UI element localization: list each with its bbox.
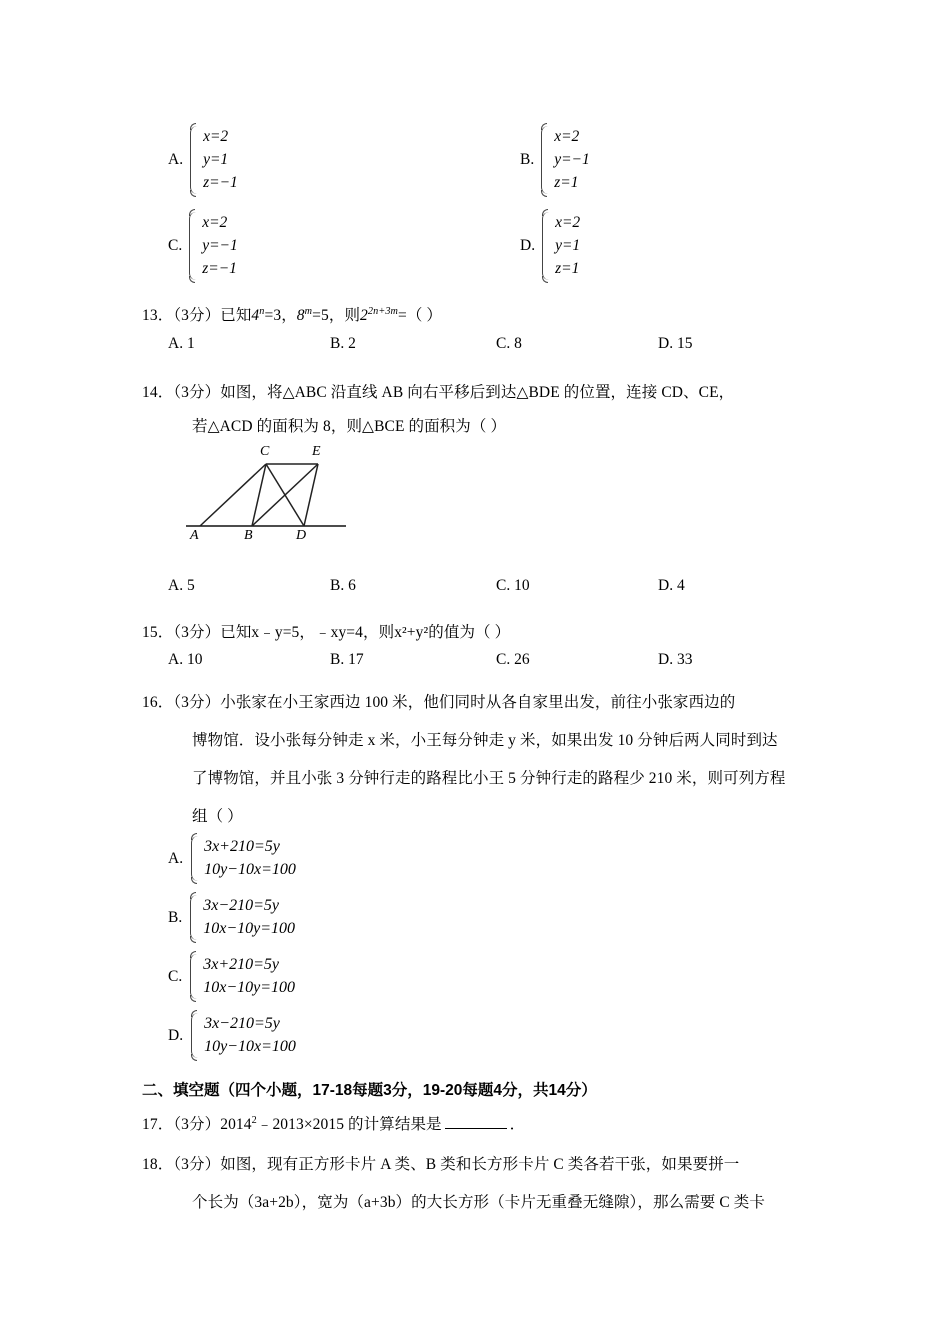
q14-option-d[interactable] xyxy=(658,578,685,594)
q13-option-b[interactable] xyxy=(330,336,356,352)
q13-exp3: 2n+3m xyxy=(367,305,399,317)
q13-tail: =（ ） xyxy=(398,307,443,324)
equation-list xyxy=(204,1013,296,1058)
q13-then: 则 xyxy=(344,307,361,324)
q12-option-d[interactable] xyxy=(520,212,580,280)
equation-list xyxy=(203,895,295,940)
equation-list xyxy=(202,212,238,280)
option-value: 33 xyxy=(676,651,693,668)
q13-eq1: =3， xyxy=(264,307,297,324)
q17-number: 17． xyxy=(142,1116,174,1133)
question-16-stem-line1 xyxy=(142,690,735,712)
brace-icon xyxy=(190,954,200,999)
q12-option-a[interactable] xyxy=(168,126,238,194)
q18-line2: 个长为（3a+2b），宽为（a+3b）的大长方形（卡片无重叠无缝隙），那么需要 C 类卡 xyxy=(192,1194,765,1211)
brace-icon xyxy=(541,126,551,194)
q16-option-c[interactable] xyxy=(168,954,295,999)
option-label: A. xyxy=(168,577,184,594)
q16-option-b[interactable] xyxy=(168,895,295,940)
q13-stem-a: 已知 xyxy=(220,307,252,324)
question-14-stem-line1 xyxy=(142,380,734,402)
q13-base3: 2 xyxy=(360,307,368,324)
equation-line: 3x+210=5y xyxy=(204,838,280,855)
equation-line: 10y−10x=100 xyxy=(204,860,296,878)
q14-number: 14． xyxy=(142,384,174,401)
question-16-stem-line4 xyxy=(192,804,243,826)
option-label: A. xyxy=(168,151,184,169)
option-value: 15 xyxy=(676,335,693,352)
q18-score: （3分） xyxy=(173,1156,221,1173)
option-label: C. xyxy=(168,967,183,985)
q17-answer-blank[interactable] xyxy=(445,1116,507,1129)
question-18-stem-line2 xyxy=(192,1190,765,1212)
q17-exponent: 2 xyxy=(251,1114,257,1126)
option-label: D. xyxy=(658,577,674,594)
triangle-translation-diagram xyxy=(178,442,368,552)
q12-option-c[interactable] xyxy=(168,212,238,280)
q16-line4: 组（ ） xyxy=(192,808,243,825)
option-label: D. xyxy=(658,335,674,352)
figure-point-label-d: D xyxy=(296,528,307,543)
segment-cd xyxy=(266,464,304,526)
equation-line: x=2 xyxy=(555,214,581,231)
segment-ed xyxy=(304,464,318,526)
option-label: D. xyxy=(658,651,674,668)
equation-line: y=−1 xyxy=(554,150,590,168)
q14-option-b[interactable] xyxy=(330,578,356,594)
q15-stem: 已知x﹣y=5，﹣xy=4，则x²+y²的值为（ ） xyxy=(220,624,511,641)
brace-icon xyxy=(189,212,199,280)
q13-base1: 4 xyxy=(251,307,260,324)
option-value: 26 xyxy=(514,651,530,668)
q15-option-d[interactable] xyxy=(658,652,692,668)
option-label: C. xyxy=(168,237,183,255)
brace-icon xyxy=(191,836,201,881)
option-value: 8 xyxy=(514,335,522,352)
q13-option-c[interactable] xyxy=(496,336,522,352)
equation-line: z=−1 xyxy=(203,173,238,191)
equation-line: 3x−210=5y xyxy=(203,897,280,914)
option-value: 10 xyxy=(186,651,203,668)
option-value: 6 xyxy=(348,577,356,594)
q17-part1: 2014 xyxy=(220,1116,252,1133)
question-14-stem-line2 xyxy=(192,414,506,436)
equation-line: 10x−10y=100 xyxy=(203,978,296,996)
equation-line: 10x−10y=100 xyxy=(203,919,296,937)
option-value: 5 xyxy=(186,577,195,594)
q17-score: （3分） xyxy=(173,1116,221,1133)
option-label: B. xyxy=(330,577,345,594)
q15-score: （3分） xyxy=(173,624,221,641)
option-label: C. xyxy=(496,651,511,668)
equation-line: 10y−10x=100 xyxy=(204,1037,296,1055)
q12-option-b[interactable] xyxy=(520,126,590,194)
question-17-stem xyxy=(142,1112,525,1134)
figure-point-label-c: C xyxy=(260,444,270,459)
q16-score: （3分） xyxy=(173,694,221,711)
brace-icon xyxy=(190,895,200,940)
q14-line2: 若△ACD 的面积为 8，则△BCE 的面积为（ ） xyxy=(192,418,507,435)
q17-part3: ． xyxy=(509,1116,526,1133)
option-label: D. xyxy=(168,1026,184,1044)
equation-line: x=2 xyxy=(202,214,228,231)
segment-cb xyxy=(252,464,266,526)
q14-figure xyxy=(178,442,368,552)
q13-option-d[interactable] xyxy=(658,336,692,352)
question-16-stem-line3 xyxy=(192,766,786,788)
q14-line1: 如图，将△ABC 沿直线 AB 向右平移后到达△BDE 的位置，连接 CD、CE， xyxy=(220,384,735,401)
equation-line: z=1 xyxy=(554,173,579,191)
option-value: 2 xyxy=(348,335,356,352)
figure-point-label-b: B xyxy=(244,528,253,543)
equation-line: x=2 xyxy=(203,128,229,145)
equation-line: z=1 xyxy=(555,259,580,277)
segment-ac xyxy=(200,464,266,526)
q13-exp1: n xyxy=(259,305,265,317)
section-2-heading: 二、填空题（四个小题，17-18每题3分，19-20每题4分，共14分） xyxy=(142,1082,597,1099)
equation-list xyxy=(204,836,296,881)
q16-option-d[interactable] xyxy=(168,1013,296,1058)
option-label: C. xyxy=(496,335,511,352)
q17-part2: ﹣2013×2015 的计算结果是 xyxy=(256,1116,442,1133)
option-label: B. xyxy=(330,335,345,352)
equation-line: y=1 xyxy=(203,150,229,168)
q13-option-a[interactable] xyxy=(168,336,195,352)
q13-exp2: m xyxy=(304,305,313,317)
q16-line1: 小张家在小王家西边 100 米，他们同时从各自家里出发，前往小张家西边的 xyxy=(220,694,736,711)
equation-line: y=−1 xyxy=(202,236,238,254)
q15-number: 15． xyxy=(142,624,174,641)
option-label: A. xyxy=(168,849,184,867)
option-label: D. xyxy=(520,237,536,255)
q16-line2: 博物馆．设小张每分钟走 x 米，小王每分钟走 y 米，如果出发 10 分钟后两人同时到达 xyxy=(192,732,778,749)
equation-line: 3x+210=5y xyxy=(203,956,280,973)
option-value: 10 xyxy=(514,577,530,594)
question-13-stem xyxy=(142,303,442,325)
figure-point-label-e: E xyxy=(312,444,321,459)
equation-list xyxy=(203,954,295,999)
q18-line1: 如图，现有正方形卡片 A 类、B 类和长方形卡片 C 类各若干张，如果要拼一 xyxy=(220,1156,740,1173)
option-label: B. xyxy=(330,651,345,668)
option-label: B. xyxy=(520,151,535,169)
brace-icon xyxy=(542,212,552,280)
option-label: A. xyxy=(168,335,184,352)
q15-option-b[interactable] xyxy=(330,652,364,668)
q18-number: 18． xyxy=(142,1156,174,1173)
option-label: B. xyxy=(168,908,183,926)
q13-number: 13． xyxy=(142,307,174,324)
question-18-stem-line1 xyxy=(142,1152,739,1174)
equation-line: 3x−210=5y xyxy=(204,1015,280,1032)
q14-option-c[interactable] xyxy=(496,578,530,594)
option-label: A. xyxy=(168,651,184,668)
option-label: C. xyxy=(496,577,511,594)
q16-line3: 了博物馆，并且小张 3 分钟行走的路程比小王 5 分钟行走的路程少 210 米，则可列方程 xyxy=(192,770,786,787)
figure-point-label-a: A xyxy=(190,528,199,543)
option-value: 4 xyxy=(676,577,685,594)
q13-score: （3分） xyxy=(173,307,221,324)
q13-eq2: =5， xyxy=(312,307,345,324)
equation-line: y=1 xyxy=(555,236,581,254)
brace-icon xyxy=(191,1013,201,1058)
question-16-stem-line2 xyxy=(192,728,778,750)
equation-list xyxy=(555,212,580,280)
equation-list xyxy=(203,126,238,194)
equation-list xyxy=(554,126,590,194)
q16-number: 16． xyxy=(142,694,174,711)
q14-option-a[interactable] xyxy=(168,578,195,594)
q13-base2: 8 xyxy=(296,307,305,324)
brace-icon xyxy=(190,126,200,194)
equation-line: x=2 xyxy=(554,128,580,145)
q16-option-a[interactable] xyxy=(168,836,296,881)
equation-line: z=−1 xyxy=(202,259,237,277)
option-value: 1 xyxy=(186,335,195,352)
q15-option-a[interactable] xyxy=(168,652,202,668)
q15-option-c[interactable] xyxy=(496,652,530,668)
question-15-stem xyxy=(142,620,510,642)
q14-score: （3分） xyxy=(173,384,221,401)
option-value: 17 xyxy=(348,651,364,668)
